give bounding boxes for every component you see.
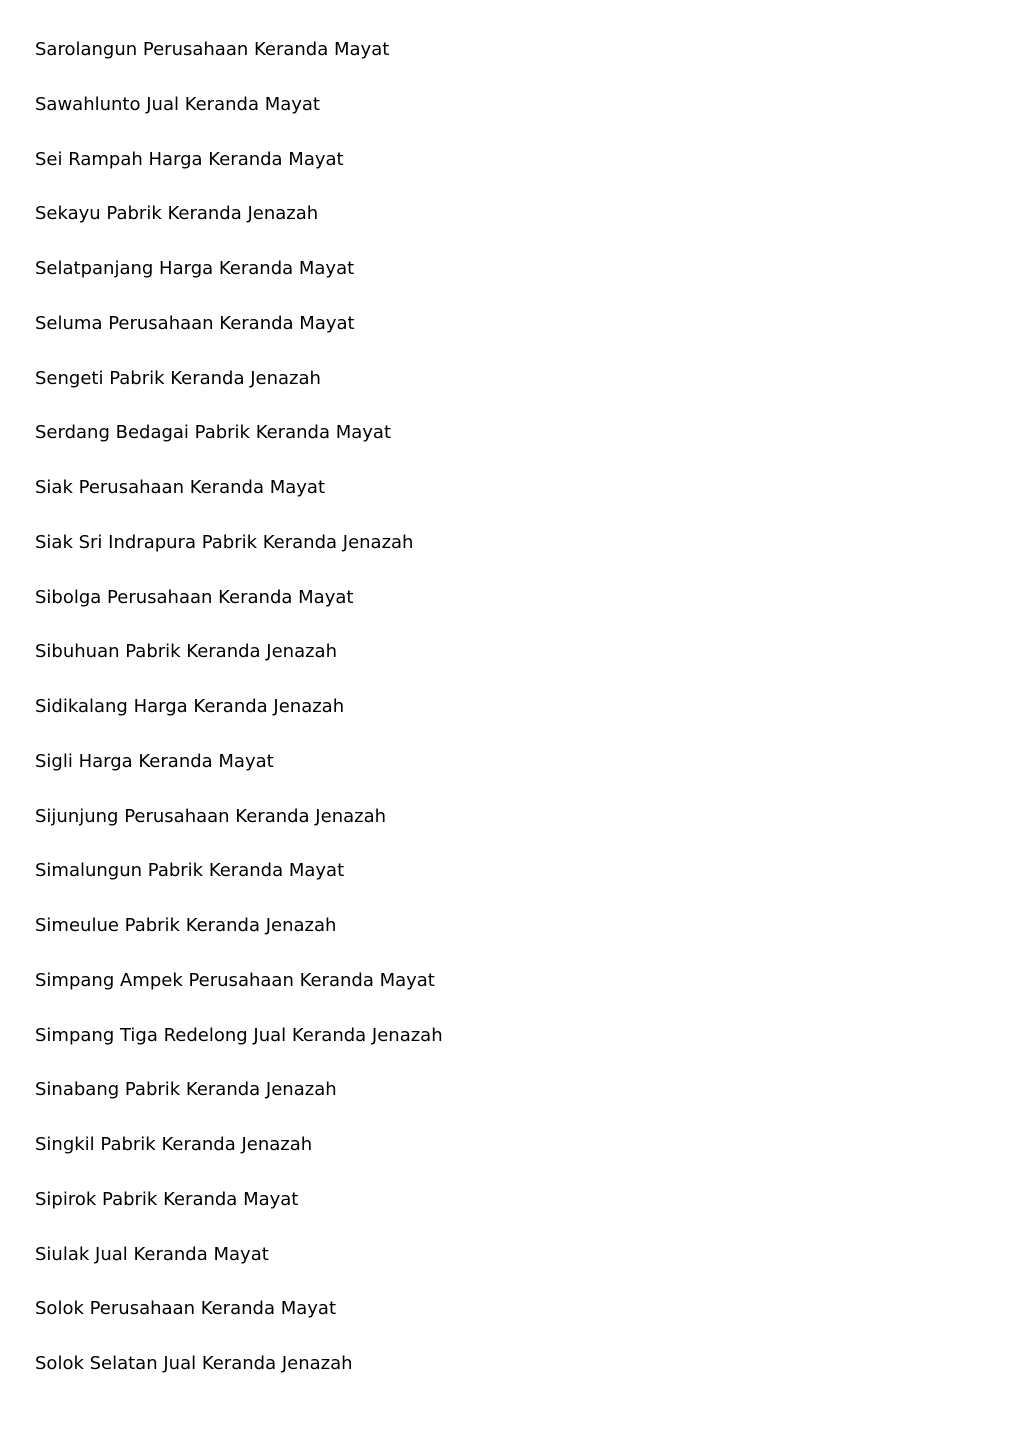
- list-item: Siulak Jual Keranda Mayat: [35, 1243, 269, 1265]
- list-item: Solok Perusahaan Keranda Mayat: [35, 1298, 336, 1320]
- list-item: Simalungun Pabrik Keranda Mayat: [35, 860, 345, 882]
- list-item: Sarolangun Perusahaan Keranda Mayat: [35, 39, 390, 60]
- list-item: Sibolga Perusahaan Keranda Mayat: [35, 586, 354, 608]
- location-list: [35, 37, 443, 1406]
- list-item: Sengeti Pabrik Keranda Jenazah: [35, 367, 321, 389]
- list-item: Singkil Pabrik Keranda Jenazah: [35, 1134, 313, 1155]
- list-item: Sei Rampah Harga Keranda Mayat: [35, 148, 344, 170]
- list-item: Sijunjung Perusahaan Keranda Jenazah: [35, 805, 387, 827]
- list-item: Sinabang Pabrik Keranda Jenazah: [35, 1079, 337, 1101]
- list-item: Solok Selatan Jual Keranda Jenazah: [35, 1353, 353, 1374]
- list-item: Selatpanjang Harga Keranda Mayat: [35, 258, 355, 279]
- list-item: Sekayu Pabrik Keranda Jenazah: [35, 203, 319, 225]
- list-item: Sipirok Pabrik Keranda Mayat: [35, 1188, 299, 1210]
- list-item: Sidikalang Harga Keranda Jenazah: [35, 696, 345, 717]
- list-item: Simpang Ampek Perusahaan Keranda Mayat: [35, 969, 435, 991]
- list-item: Siak Sri Indrapura Pabrik Keranda Jenazah: [35, 531, 414, 553]
- list-item: Sawahlunto Jual Keranda Mayat: [35, 93, 320, 115]
- list-item: Seluma Perusahaan Keranda Mayat: [35, 312, 355, 334]
- list-item: Sigli Harga Keranda Mayat: [35, 750, 274, 772]
- list-item: Simpang Tiga Redelong Jual Keranda Jenazah: [35, 1024, 443, 1046]
- list-item: Sibuhuan Pabrik Keranda Jenazah: [35, 641, 337, 663]
- list-item: Serdang Bedagai Pabrik Keranda Mayat: [35, 422, 392, 444]
- list-item: Simeulue Pabrik Keranda Jenazah: [35, 915, 337, 936]
- list-item: Siak Perusahaan Keranda Mayat: [35, 477, 326, 498]
